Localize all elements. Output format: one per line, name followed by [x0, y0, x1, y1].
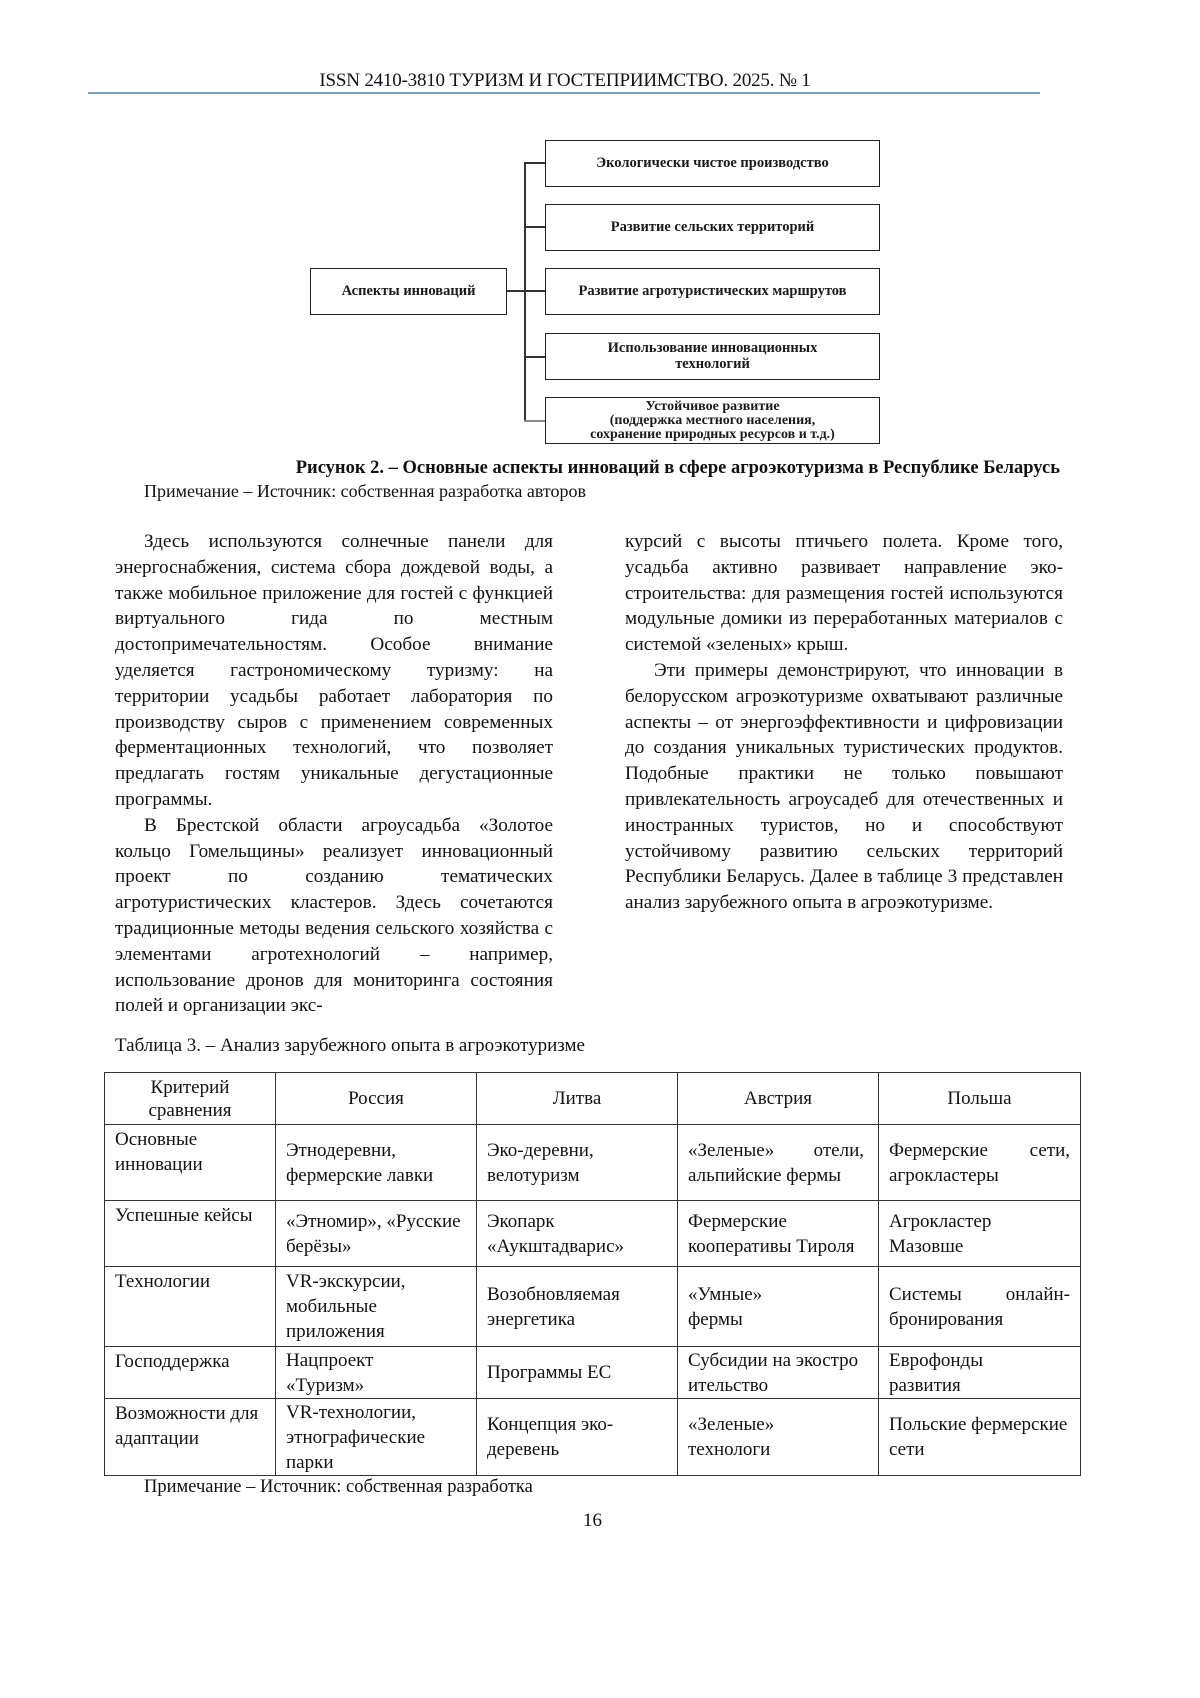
row-criterion: Возможности для адаптации [105, 1399, 276, 1476]
body-column-right [625, 529, 1063, 916]
column-header: Критерий сравнения [105, 1073, 276, 1125]
diagram-root-box: Аспекты инноваций [310, 268, 507, 315]
table-note: Примечание – Источник: собственная разработка [144, 1477, 533, 1497]
paragraph: Здесь используются солнечные панели для энергоснабжения, система сбора дождевой воды, а также мобильное приложение для гостей с функцией виртуального гида по местным достопримечательностям. Особое внимание уделяется гастрономическому туризму: на территории усадьбы работает лаборатория по производству сыров с применением современных ферментационных технологий, что позволяет предлагать гостям уникальные дегустационные программы. [115, 531, 553, 810]
table-cell: «Умные» фермы [678, 1267, 879, 1347]
page-number: 16 [583, 1510, 602, 1531]
connector-branch-1 [524, 162, 545, 164]
column-header: Польша [879, 1073, 1081, 1125]
column-header: Австрия [678, 1073, 879, 1125]
connector-branch-5 [524, 420, 545, 422]
table-row [105, 1347, 1081, 1399]
connector-branch-2 [524, 226, 545, 228]
paragraph: В Брестской области агроусадьба «Золотое кольцо Гомельщины» реализует инновационный проект по созданию тематических агротуристических кластеров. Здесь сочетаются традиционные методы ведения сельского хозяйства с элементами агротехнологий – например, использование дронов для мониторинга состояния полей и организации экс- [115, 814, 553, 1017]
body-column-left [115, 529, 553, 1019]
table-cell: Этнодеревни, фермерские лавки [276, 1125, 477, 1201]
figure-caption: Рисунок 2. – Основные аспекты инноваций в сфере агроэкотуризма в Республике Беларусь [295, 458, 1060, 478]
paragraph: курсий с высоты птичьего полета. Кроме того, усадьба активно развивает направление эко-строительства: для размещения гостей используются модульные домики из переработанных материалов с системой «зеленых» крыш. [625, 531, 1063, 656]
table-cell: Фермерские сети, агрокластеры [879, 1125, 1081, 1201]
branch-label-line: сохранение природных ресурсов и т.д.) [590, 426, 835, 442]
diagram-branch-box [545, 333, 880, 380]
column-header: Россия [276, 1073, 477, 1125]
table-cell: Польские фермерские сети [879, 1399, 1081, 1476]
branch-label: Экологически чистое производство [596, 154, 829, 171]
row-criterion: Господдержка [105, 1347, 276, 1399]
table-cell: Субсидии на экостроительство [678, 1347, 879, 1399]
column-header: Литва [477, 1073, 678, 1125]
diagram-branch-box [545, 397, 880, 444]
comparison-table [104, 1072, 1081, 1476]
running-header: ISSN 2410-3810 ТУРИЗМ И ГОСТЕПРИИМСТВО. 2025. № 1 [319, 70, 811, 91]
row-criterion: Основные инновации [105, 1125, 276, 1201]
table-header-row [105, 1073, 1081, 1125]
branch-label-line: Устойчивое развитие [645, 398, 780, 414]
table-cell: Системы онлайн-бронирования [879, 1267, 1081, 1347]
row-criterion: Успешные кейсы [105, 1201, 276, 1267]
table-row [105, 1125, 1081, 1201]
branch-label: Развитие сельских территорий [610, 218, 815, 235]
header-rule [88, 92, 1040, 94]
table-cell: «Зеленые» отели, альпийские фермы [678, 1125, 879, 1201]
table-row [105, 1399, 1081, 1476]
table-cell: Фермерские кооперативы Тироля [678, 1201, 879, 1267]
figure-note: Примечание – Источник: собственная разработка авторов [144, 481, 587, 501]
branch-label-line: технологий [675, 355, 750, 372]
table-cell: «Этномир», «Русские берёзы» [276, 1201, 477, 1267]
table-cell: VR-экскурсии, мобильные приложения [276, 1267, 477, 1347]
branch-label: Развитие агротуристических маршрутов [578, 282, 847, 299]
table-cell: Программы ЕС [477, 1347, 678, 1399]
branch-label-line: (поддержка местного населения, [609, 412, 816, 428]
table-cell: VR-технологии, этнографические парки [276, 1399, 477, 1476]
connector-branch-4 [524, 356, 545, 358]
diagram-branch-box [545, 204, 880, 251]
table-title: Таблица 3. – Анализ зарубежного опыта в агроэкотуризме [115, 1035, 585, 1056]
row-criterion: Технологии [105, 1267, 276, 1347]
diagram-branch-box [545, 268, 880, 315]
table-cell: Агрокластер Мазовше [879, 1201, 1081, 1267]
table-cell: Концепция эко-деревень [477, 1399, 678, 1476]
table-cell: Экопарк «Аукштадварис» [477, 1201, 678, 1267]
table-row [105, 1201, 1081, 1267]
branch-label-line: Использование инновационных [607, 340, 818, 357]
table-cell: Возобновляемая энергетика [477, 1267, 678, 1347]
table-cell: Еврофонды развития [879, 1347, 1081, 1399]
paragraph: Эти примеры демонстрируют, что инновации в белорусском агроэкотуризме охватывают различные аспекты – от энергоэффективности и цифровизации до создания уникальных туристических продуктов. Подобные практики не только повышают привлекательность агроусадеб для отечественных и иностранных туристов, но и способствуют устойчивому развитию сельских территорий Республики Беларусь. Далее в таблице 3 представлен анализ зарубежного опыта в агроэкотуризме. [625, 659, 1063, 914]
diagram-branch-box [545, 140, 880, 187]
table-cell: «Зеленые» технологи [678, 1399, 879, 1476]
table-cell: Эко-деревни, велотуризм [477, 1125, 678, 1201]
connector-trunk [524, 162, 526, 421]
table-cell: Нацпроект «Туризм» [276, 1347, 477, 1399]
table-row [105, 1267, 1081, 1347]
connector-root-to-trunk [507, 290, 545, 292]
